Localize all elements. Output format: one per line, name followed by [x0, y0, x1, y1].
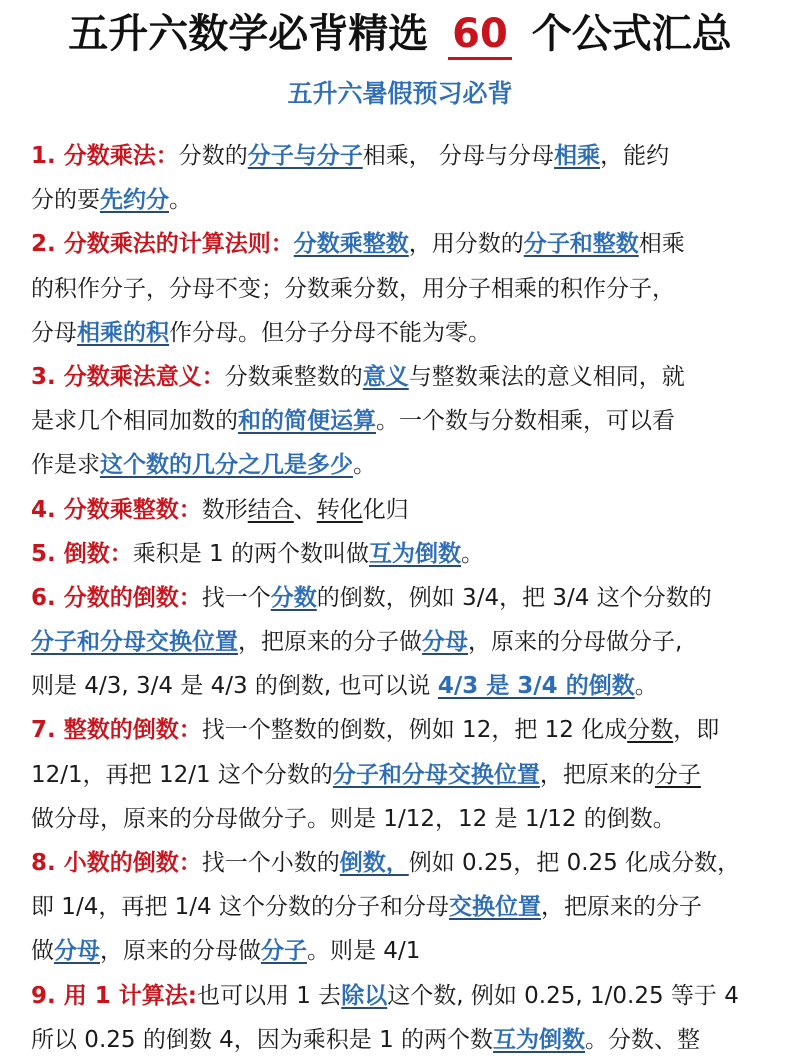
formula-line [31, 753, 791, 797]
formula-line [31, 311, 791, 355]
formula-text: 。 [634, 673, 658, 700]
formula-line [31, 885, 791, 929]
formula-text: 找一个整数的倒数，例如 12，把 12 化成 [201, 717, 628, 744]
formula-label: 6. 分数的倒数： [31, 584, 202, 611]
formula-line [31, 134, 791, 178]
formula-text: 化归 [362, 496, 409, 523]
formula-line [31, 576, 791, 620]
formula-text: ，把原来的分子做 [238, 629, 422, 656]
formula-label: 8. 小数的倒数： [31, 850, 202, 876]
highlighted-term: 互为倒数 [493, 1026, 586, 1053]
underlined-term: 结合 [247, 496, 294, 523]
highlighted-term: 分子 [261, 938, 307, 965]
formula-text: 这个数, 例如 0.25, 1/0.25 等于 4 [387, 982, 739, 1009]
formula-text: 分数的 [178, 143, 248, 169]
highlighted-term: 分子和分母交换位置 [332, 761, 540, 788]
highlighted-term: 相乘的积 [77, 319, 169, 346]
formula-line [31, 488, 791, 532]
formula-list [31, 134, 791, 1062]
formula-text: ，原来的分母做分子, [468, 629, 683, 656]
formula-line [31, 178, 791, 222]
formula-text: 数形 [201, 496, 248, 523]
formula-text: 找一个小数的 [201, 850, 340, 876]
formula-text: ，即 [673, 717, 720, 744]
formula-line [31, 797, 791, 841]
formula-text: 乘积是 1 的两个数叫做 [132, 540, 370, 567]
title-text-before: 五升六数学必背精选 [68, 11, 429, 57]
title-text-after: 个公式汇总 [531, 11, 732, 57]
highlighted-term: 交换位置 [448, 894, 541, 921]
formula-text: 也可以用 1 去 [196, 982, 342, 1009]
formula-line [31, 267, 791, 311]
formula-line [31, 222, 791, 266]
formula-label: 1. 分数乘法： [31, 143, 179, 169]
formula-text: 作分母。但分子分母不能为零。 [169, 319, 491, 346]
formula-text: 12/1，再把 12/1 这个分数的 [31, 761, 333, 788]
formula-text: 做 [31, 938, 54, 965]
formula-line [31, 841, 791, 885]
formula-label: 4. 分数乘整数： [31, 496, 202, 523]
formula-text: 即 1/4，再把 1/4 这个分数的分子和分母 [31, 894, 449, 921]
formula-text: 与整数乘法的意义相同，就 [408, 363, 685, 390]
formula-line [31, 708, 791, 752]
formula-text: 所以 0.25 的倒数 4，因为乘积是 1 的两个数 [31, 1026, 494, 1053]
formula-label: 9. 用 1 计算法: [31, 982, 197, 1009]
formula-text: 分的要 [31, 187, 100, 214]
formula-text: 相乘 [638, 231, 685, 258]
formula-text: 。 [461, 540, 485, 567]
formula-text: ，用分数的 [408, 231, 524, 258]
formula-label: 5. 倒数： [31, 540, 133, 567]
formula-text: 。 [353, 452, 376, 479]
formula-text: 。一个数与分数相乘，可以看 [376, 408, 675, 435]
formula-label: 7. 整数的倒数： [31, 717, 202, 744]
formula-text: 。 [169, 187, 192, 214]
highlighted-term: 分母 [422, 629, 468, 656]
formula-text: 。则是 4/1 [307, 938, 421, 965]
page-title [0, 6, 800, 62]
highlighted-term: 分数 [270, 584, 317, 611]
highlighted-term: 倒数， [339, 850, 409, 876]
formula-line [31, 929, 791, 973]
page-subtitle: 五升六暑假预习必背 [287, 79, 513, 108]
highlighted-term: 互为倒数 [369, 540, 462, 567]
formula-text: 分数乘整数的 [224, 363, 363, 390]
formula-line [31, 974, 791, 1018]
formula-text: 的倒数，例如 3/4，把 3/4 这个分数的 [316, 584, 712, 611]
highlighted-term: 这个数的几分之几是多少 [100, 452, 353, 479]
highlighted-term: 分子和整数 [523, 231, 639, 258]
formula-text: 是求几个相同加数的 [31, 408, 238, 435]
formula-text: 做分母，原来的分母做分子。则是 1/12，12 是 1/12 的倒数。 [31, 805, 676, 832]
highlighted-term: 相乘 [554, 143, 601, 169]
highlighted-term: 分子与分子 [247, 143, 363, 169]
formula-text: 的积作分子，分母不变；分数乘分数，用分子相乘的积作分子， [31, 275, 675, 302]
underlined-term: 转化 [316, 496, 363, 523]
formula-text: 作是求 [31, 452, 100, 479]
highlighted-term: 和的简便运算 [238, 408, 376, 435]
formula-text: ，把原来的分子 [540, 894, 702, 921]
formula-line [31, 399, 791, 443]
formula-label: 3. 分数乘法意义： [31, 363, 225, 390]
formula-text: 相乘， 分母与分母 [362, 143, 555, 169]
formula-text: 例如 0.25，把 0.25 化成分数， [408, 850, 741, 876]
highlighted-term: 分数乘整数 [293, 231, 409, 258]
highlighted-term: 先约分 [100, 187, 169, 214]
formula-text: 、 [293, 496, 317, 523]
title-number: 60 [448, 11, 512, 60]
underlined-term: 分数 [627, 717, 674, 744]
highlighted-term: 分子和分母交换位置 [31, 629, 238, 656]
highlighted-term: 除以 [341, 982, 388, 1009]
formula-line [31, 532, 791, 576]
formula-text: 分母 [31, 319, 77, 346]
formula-text: ，能约 [600, 143, 670, 169]
formula-line [31, 620, 791, 664]
formula-text: 找一个 [201, 584, 271, 611]
highlighted-term: 4/3 是 3/4 的倒数 [437, 673, 635, 700]
formula-line [31, 355, 791, 399]
highlighted-term: 分母 [54, 938, 100, 965]
formula-line [31, 443, 791, 487]
formula-text: 则是 4/3, 3/4 是 4/3 的倒数, 也可以说 [31, 673, 438, 700]
formula-line [31, 1018, 791, 1062]
formula-line [31, 664, 791, 708]
formula-label: 2. 分数乘法的计算法则： [31, 231, 294, 258]
formula-text: ，把原来的 [539, 761, 655, 788]
formula-text: ，原来的分母做 [100, 938, 261, 965]
formula-text: 。分数、整 [585, 1026, 701, 1053]
highlighted-term: 意义 [362, 363, 409, 390]
underlined-term: 分子 [654, 761, 701, 788]
